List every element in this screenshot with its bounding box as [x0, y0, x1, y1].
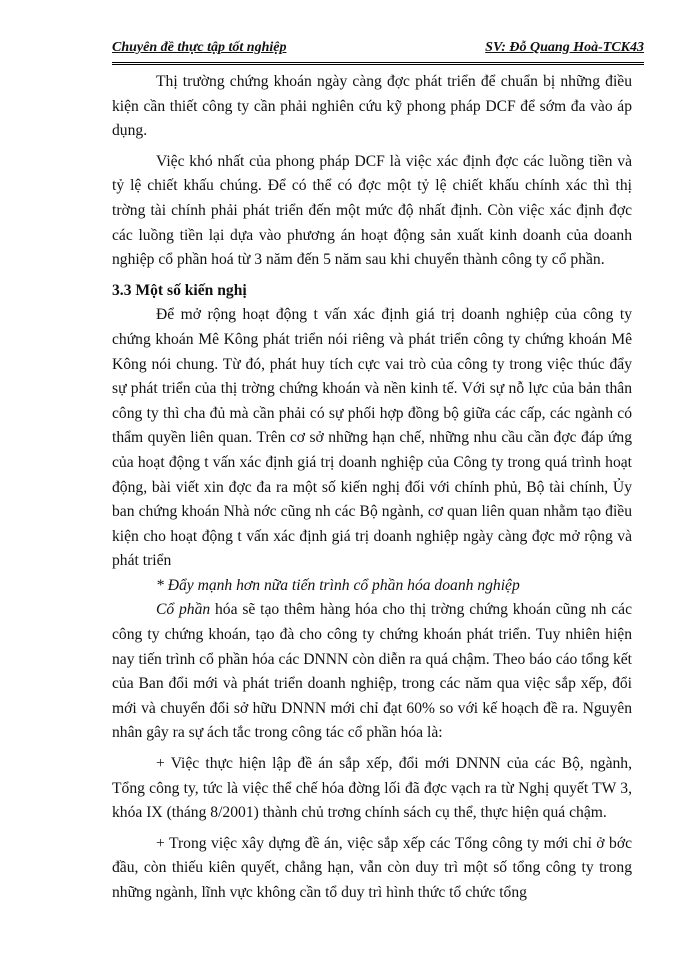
paragraph-4-lead-word: Cổ phần [156, 601, 211, 619]
paragraph-4 [112, 598, 632, 746]
header-author: SV: Đỗ Quang Hoà-TCK43 [485, 40, 644, 55]
header-title: Chuyên đề thực tập tốt nghiệp [112, 40, 287, 55]
paragraph-1: Thị trường chứng khoán ngày càng đợc phát triển để chuẩn bị những điều kiện cần thiết công ty cần phải nghiên cứu kỹ phong pháp DCF để sớm đa vào áp dụng. [112, 73, 632, 140]
page-header [112, 36, 644, 65]
paragraph-4-text: hóa sẽ tạo thêm hàng hóa cho thị trờng chứng khoán cũng nh các công ty chứng khoán, tạo đà cho công ty chứng khoán phát triển. Tuy nhiên hiện nay tiến trình cổ phần hóa các DNNN còn diễn ra quá chậm. Theo báo cáo tổng kết của Ban đổi mới và phát triển doanh nghiệp, trong các năm qua việc sắp xếp, đổi mới và chuyển đổi sở hữu DNNN mới chỉ đạt 60% so với kế hoạch đề ra. Nguyên nhân gây ra sự ách tắc trong công tác cổ phần hóa là: [112, 601, 632, 742]
subheading: * Đẩy mạnh hơn nữa tiến trình cổ phần hóa doanh nghiệp [156, 576, 520, 594]
document-body [112, 70, 632, 912]
paragraph-6: + Trong việc xây dựng đề án, việc sắp xếp các Tổng công ty mới chỉ ở bớc đầu, còn thiếu kiên quyết, chẳng hạn, vẫn còn duy trì một số tổng công ty trong những ngành, lĩnh vực không cần tổ duy trì hình thức tổ chức tổng [112, 834, 632, 901]
paragraph-2: Việc khó nhất của phong pháp DCF là việc xác định đợc các luồng tiền và tỷ lệ chiết khấu chúng. Để có thể có đợc một tỷ lệ chiết khấu chính xác thì thị trờng tài chính phải phát triển đến một mức độ nhất định. Còn việc xác định đợc các luồng tiền lại dựa vào phương án hoạt động sản xuất kinh doanh của doanh nghiệp cổ phần hoá từ 3 năm đến 5 năm sau khi chuyển thành công ty cổ phần. [112, 152, 632, 269]
section-heading: 3.3 Một số kiến nghị [112, 281, 247, 299]
paragraph-3: Để mở rộng hoạt động t vấn xác định giá trị doanh nghiệp của công ty chứng khoán Mê Kông phát triển nói riêng và phát triển công ty chứng khoán Mê Kông nói chung. Từ đó, phát huy tích cực vai trò của công ty trong việc thúc đẩy sự phát triển của thị trờng chứng khoán và nền kinh tế. Với sự nỗ lực của bản thân công ty thì cha đủ mà cần phải có sự phối hợp đồng bộ giữa các cấp, các ngành có thẩm quyền liên quan. Trên cơ sở những hạn chế, những nhu cầu cần đợc đáp ứng của hoạt động t vấn xác định giá trị doanh nghiệp của Công ty trong quá trình hoạt động, bài viết xin đợc đa ra một số kiến nghị đối với chính phủ, Bộ tài chính, Ủy ban chứng khoán Nhà nớc cũng nh các Bộ ngành, cơ quan liên quan nhằm tạo điều kiện cho hoạt động t vấn xác định giá trị doanh nghiệp ngày càng đợc mở rộng và phát triển [112, 306, 632, 570]
paragraph-5: + Việc thực hiện lập đề án sắp xếp, đổi mới DNNN của các Bộ, ngành, Tổng công ty, tức là việc thể chế hóa đờng lối đã đợc vạch ra từ Nghị quyết TW 3, khóa IX (tháng 8/2001) thành chủ trơng chính sách cụ thể, thực hiện quá chậm. [112, 755, 632, 822]
